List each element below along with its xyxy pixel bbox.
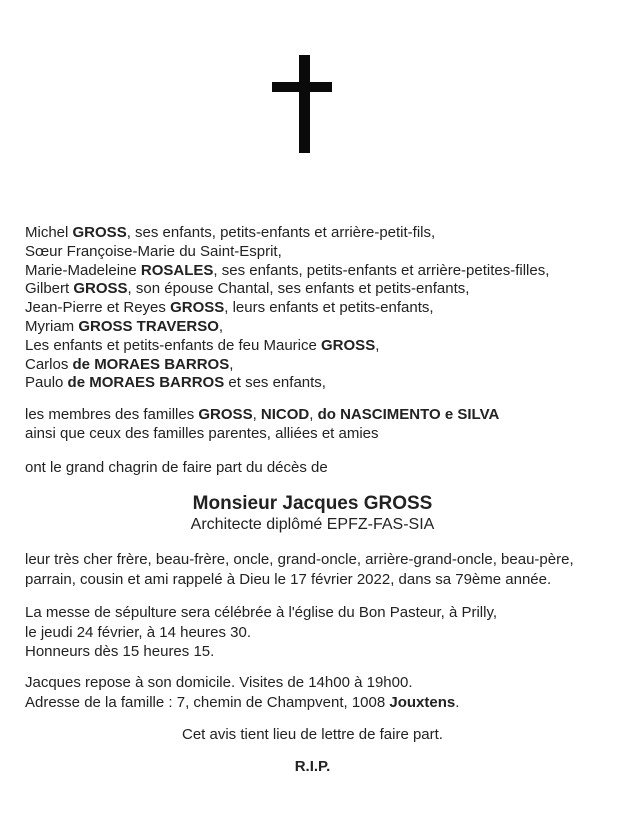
relation-paragraph [25,550,615,589]
family-line: Michel GROSS, ses enfants, petits-enfants et arrière-petit-fils, [25,224,436,241]
family-members-list [25,224,615,393]
cross-vertical-bar [299,55,310,153]
ceremony-line: le jeudi 24 février, à 14 heures 30. [25,623,251,641]
related-families-paragraph [25,406,615,444]
relation-line: leur très cher frère, beau-frère, oncle, grand-oncle, arrière-grand-oncle, beau-père, [25,551,574,568]
family-line: Sœur Françoise-Marie du Saint-Esprit, [25,242,282,260]
ceremony-line: La messe de sépulture sera célébrée à l'église du Bon Pasteur, à Prilly, [25,604,498,621]
family-line: Marie-Madeleine ROSALES, ses enfants, petits-enfants et arrière-petites-filles, [25,261,550,279]
family-line: Gilbert GROSS, son épouse Chantal, ses enfants et petits-enfants, [25,280,470,298]
families-line: ainsi que ceux des familles parentes, alliées et amies [25,424,379,442]
announcement-line [25,459,615,478]
family-line: Les enfants et petits-enfants de feu Maurice GROSS, [25,336,380,354]
relation-line: parrain, cousin et ami rappelé à Dieu le 17 février 2022, dans sa 79ème année. [25,570,552,588]
family-line: Carlos de MORAES BARROS, [25,355,234,373]
family-line: Myriam GROSS TRAVERSO, [25,317,224,335]
deceased-name: Monsieur Jacques GROSS [192,493,433,514]
family-line: Jean-Pierre et Reyes GROSS, leurs enfants et petits-enfants, [25,299,434,317]
families-line: les membres des familles GROSS, NICOD, do NASCIMENTO e SILVA [25,406,500,423]
cross-icon [272,55,332,153]
family-line: Paulo de MORAES BARROS et ses enfants, [25,374,326,392]
rip-line: R.I.P. [294,758,331,775]
visits-line: Adresse de la famille : 7, chemin de Champvent, 1008 Jouxtens. [25,693,460,711]
deceased-title: Architecte diplômé EPFZ-FAS-SIA [190,516,435,533]
closing-line: Cet avis tient lieu de lettre de faire part. [182,726,443,743]
announcement-text: ont le grand chagrin de faire part du décès de [25,459,328,476]
ceremony-line: Honneurs dès 15 heures 15. [25,643,215,660]
ceremony-paragraph [25,603,615,662]
visits-line: Jacques repose à son domicile. Visites de 14h00 à 19h00. [25,674,413,691]
cross-horizontal-bar [272,82,332,92]
visits-paragraph [25,673,615,712]
